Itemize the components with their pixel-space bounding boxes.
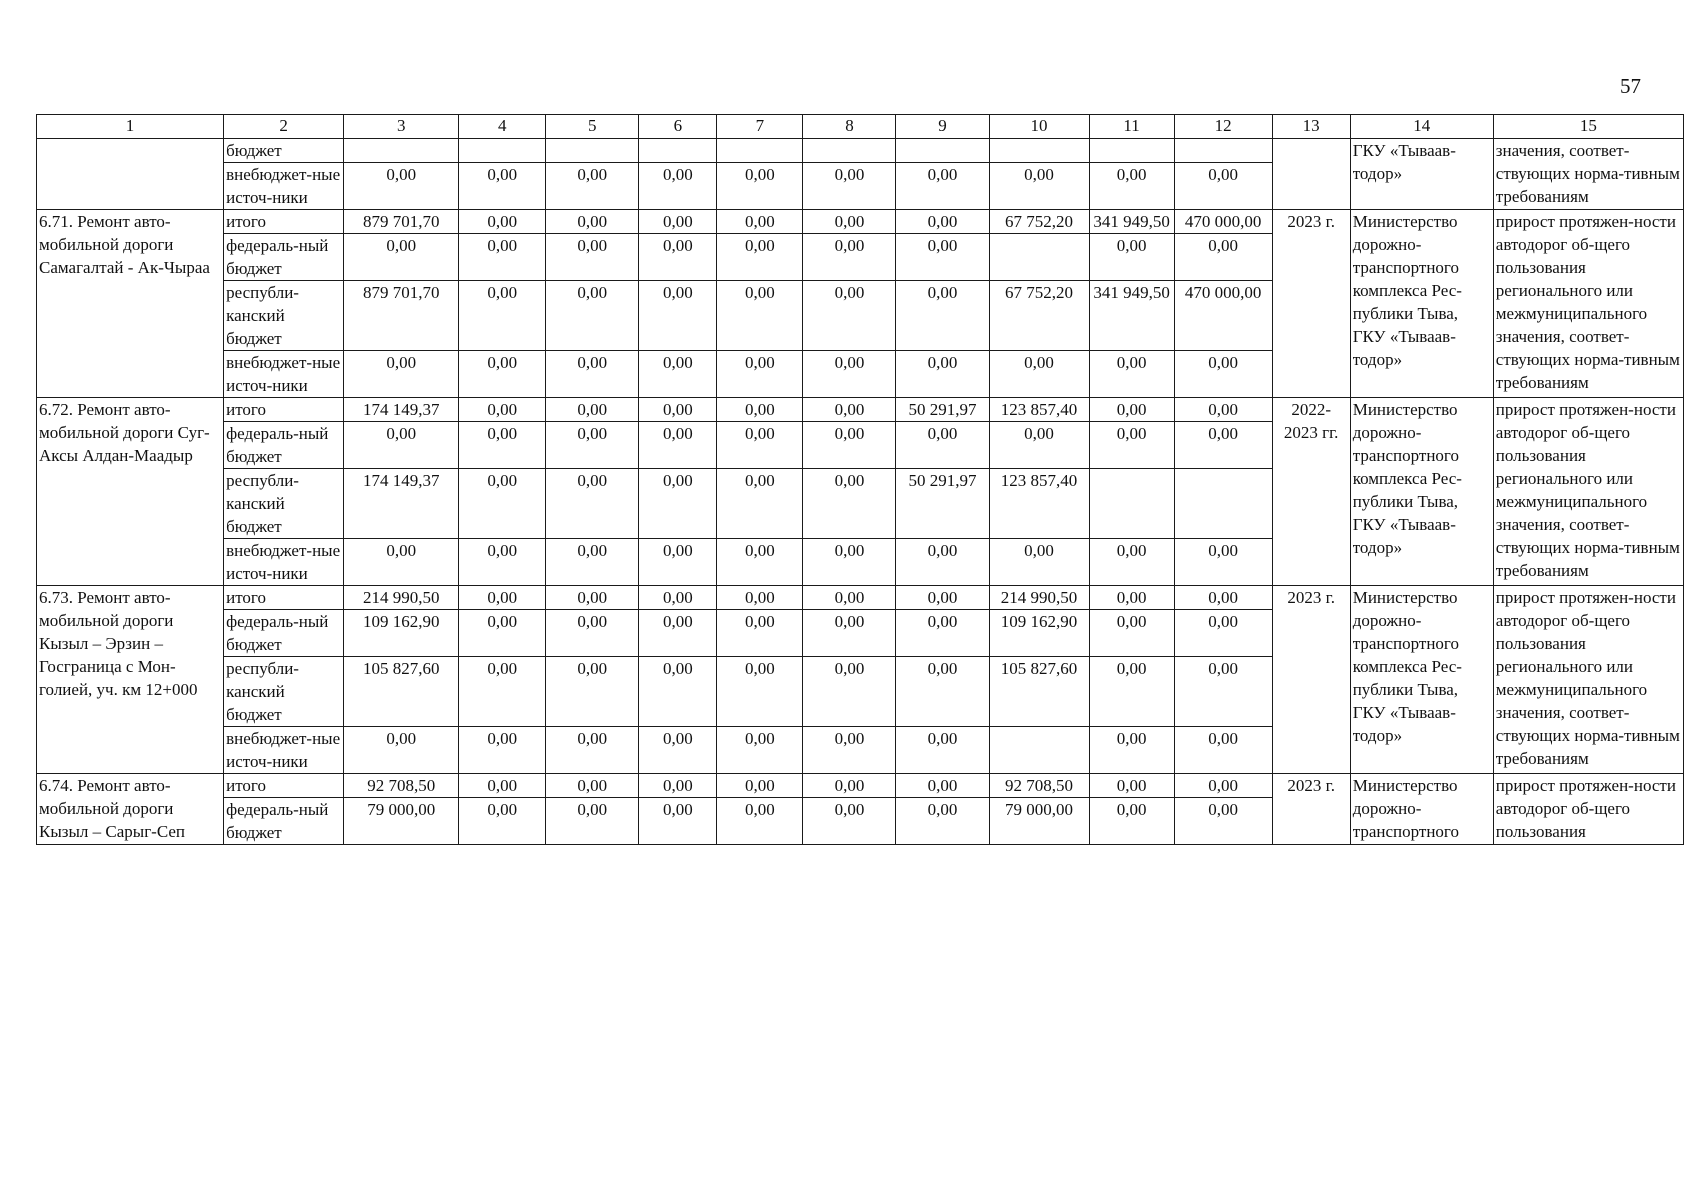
- amount-cell: 0,00: [803, 163, 896, 210]
- project-name: 6.74. Ремонт авто-мобильной дороги Кызыл – Сарыг-Сеп: [37, 774, 224, 845]
- amount-cell: 0,00: [546, 163, 639, 210]
- amount-cell: 0,00: [459, 234, 546, 281]
- amount-cell: 0,00: [1089, 798, 1174, 845]
- amount-cell: 0,00: [717, 798, 803, 845]
- amount-cell: 0,00: [639, 422, 717, 469]
- project-name: 6.72. Ремонт авто-мобильной дороги Суг-Аксы Алдан-Маадыр: [37, 398, 224, 586]
- responsible-org: Министерство дорожно-транспортного комплекса Рес-публики Тыва, ГКУ «Тываав-тодор»: [1350, 210, 1493, 398]
- amount-cell: [546, 139, 639, 163]
- responsible-org: Министерство дорожно-транспортного комплекса Рес-публики Тыва, ГКУ «Тываав-тодор»: [1350, 586, 1493, 774]
- amount-cell: 0,00: [717, 210, 803, 234]
- expected-result: прирост протяжен-ности автодорог об-щего пользования регионального или межмуниципального значения, соответ-ствующих норма-тивным требованиям: [1493, 398, 1683, 586]
- amount-cell: 0,00: [459, 539, 546, 586]
- amount-cell: 0,00: [459, 281, 546, 351]
- amount-cell: 0,00: [1089, 351, 1174, 398]
- amount-cell: 0,00: [344, 727, 459, 774]
- funding-source: республи-канский бюджет: [224, 469, 344, 539]
- project-name-cell: [37, 139, 224, 210]
- funding-source: федераль-ный бюджет: [224, 422, 344, 469]
- column-number: 6: [639, 115, 717, 139]
- amount-cell: 0,00: [896, 798, 989, 845]
- amount-cell: 0,00: [459, 163, 546, 210]
- amount-cell: 0,00: [803, 422, 896, 469]
- amount-cell: 0,00: [717, 469, 803, 539]
- amount-cell: [989, 727, 1089, 774]
- table-row: [37, 774, 1684, 798]
- amount-cell: 0,00: [1089, 539, 1174, 586]
- amount-cell: 50 291,97: [896, 398, 989, 422]
- amount-cell: 67 752,20: [989, 210, 1089, 234]
- amount-cell: 0,00: [459, 469, 546, 539]
- amount-cell: [1089, 469, 1174, 539]
- amount-cell: 0,00: [717, 351, 803, 398]
- amount-cell: 0,00: [1174, 657, 1272, 727]
- amount-cell: 341 949,50: [1089, 210, 1174, 234]
- table-row: [37, 210, 1684, 234]
- amount-cell: 0,00: [639, 469, 717, 539]
- amount-cell: 0,00: [1174, 727, 1272, 774]
- amount-cell: 879 701,70: [344, 281, 459, 351]
- amount-cell: 0,00: [803, 234, 896, 281]
- amount-cell: 0,00: [344, 351, 459, 398]
- amount-cell: 0,00: [896, 610, 989, 657]
- column-number: 1: [37, 115, 224, 139]
- column-number: 7: [717, 115, 803, 139]
- amount-cell: 109 162,90: [989, 610, 1089, 657]
- amount-cell: 0,00: [896, 657, 989, 727]
- amount-cell: 0,00: [344, 422, 459, 469]
- funding-source: федераль-ный бюджет: [224, 234, 344, 281]
- amount-cell: 0,00: [1174, 774, 1272, 798]
- amount-cell: 0,00: [803, 351, 896, 398]
- amount-cell: 0,00: [344, 539, 459, 586]
- amount-cell: 0,00: [1174, 398, 1272, 422]
- amount-cell: 0,00: [639, 281, 717, 351]
- amount-cell: 0,00: [459, 610, 546, 657]
- amount-cell: 0,00: [639, 610, 717, 657]
- amount-cell: [639, 139, 717, 163]
- amount-cell: [803, 139, 896, 163]
- amount-cell: 0,00: [717, 163, 803, 210]
- amount-cell: 0,00: [896, 422, 989, 469]
- amount-cell: 0,00: [1089, 586, 1174, 610]
- amount-cell: 0,00: [989, 539, 1089, 586]
- responsible-org: Министерство дорожно-транспортного: [1350, 774, 1493, 845]
- amount-cell: 92 708,50: [989, 774, 1089, 798]
- column-number: 15: [1493, 115, 1683, 139]
- amount-cell: 0,00: [639, 657, 717, 727]
- amount-cell: 0,00: [546, 281, 639, 351]
- column-number: 11: [1089, 115, 1174, 139]
- amount-cell: 0,00: [459, 351, 546, 398]
- funding-source: внебюджет-ные источ-ники: [224, 351, 344, 398]
- column-number: 9: [896, 115, 989, 139]
- amount-cell: 0,00: [803, 469, 896, 539]
- amount-cell: 0,00: [639, 539, 717, 586]
- amount-cell: 92 708,50: [344, 774, 459, 798]
- amount-cell: 0,00: [717, 422, 803, 469]
- amount-cell: 174 149,37: [344, 398, 459, 422]
- project-name: 6.73. Ремонт авто-мобильной дороги Кызыл – Эрзин – Госграница с Мон-голией, уч. км 12+000: [37, 586, 224, 774]
- expected-result: прирост протяжен-ности автодорог об-щего пользования: [1493, 774, 1683, 845]
- amount-cell: [717, 139, 803, 163]
- funding-source: республи-канский бюджет: [224, 281, 344, 351]
- amount-cell: 67 752,20: [989, 281, 1089, 351]
- amount-cell: 0,00: [717, 657, 803, 727]
- amount-cell: 0,00: [1089, 610, 1174, 657]
- amount-cell: 0,00: [344, 234, 459, 281]
- amount-cell: 0,00: [459, 398, 546, 422]
- funding-source: бюджет: [224, 139, 344, 163]
- amount-cell: [1174, 469, 1272, 539]
- amount-cell: 0,00: [1174, 163, 1272, 210]
- amount-cell: 0,00: [989, 163, 1089, 210]
- column-number: 10: [989, 115, 1089, 139]
- funding-source: внебюджет-ные источ-ники: [224, 163, 344, 210]
- amount-cell: 0,00: [1174, 610, 1272, 657]
- amount-cell: 0,00: [896, 539, 989, 586]
- funding-source: республи-канский бюджет: [224, 657, 344, 727]
- amount-cell: [1174, 139, 1272, 163]
- funding-source: итого: [224, 398, 344, 422]
- amount-cell: 0,00: [989, 422, 1089, 469]
- amount-cell: 0,00: [639, 234, 717, 281]
- amount-cell: 0,00: [717, 398, 803, 422]
- amount-cell: 0,00: [717, 586, 803, 610]
- amount-cell: 174 149,37: [344, 469, 459, 539]
- amount-cell: 0,00: [896, 586, 989, 610]
- amount-cell: 0,00: [1174, 422, 1272, 469]
- project-name: 6.71. Ремонт авто-мобильной дороги Самагалтай - Ак-Чыраа: [37, 210, 224, 398]
- amount-cell: 0,00: [896, 210, 989, 234]
- responsible-org: ГКУ «Тываав-тодор»: [1350, 139, 1493, 210]
- amount-cell: 470 000,00: [1174, 281, 1272, 351]
- amount-cell: 0,00: [546, 210, 639, 234]
- responsible-org: Министерство дорожно-транспортного комплекса Рес-публики Тыва, ГКУ «Тываав-тодор»: [1350, 398, 1493, 586]
- amount-cell: 0,00: [459, 210, 546, 234]
- table-row: [37, 398, 1684, 422]
- amount-cell: 0,00: [639, 798, 717, 845]
- budget-table: [36, 114, 1684, 845]
- amount-cell: 0,00: [1089, 727, 1174, 774]
- amount-cell: 0,00: [896, 351, 989, 398]
- amount-cell: 0,00: [803, 727, 896, 774]
- funding-source: итого: [224, 210, 344, 234]
- amount-cell: 0,00: [546, 774, 639, 798]
- amount-cell: 0,00: [639, 774, 717, 798]
- amount-cell: 0,00: [803, 798, 896, 845]
- amount-cell: [459, 139, 546, 163]
- amount-cell: [989, 139, 1089, 163]
- amount-cell: 0,00: [717, 774, 803, 798]
- column-number: 3: [344, 115, 459, 139]
- amount-cell: 0,00: [803, 210, 896, 234]
- amount-cell: [896, 139, 989, 163]
- amount-cell: 0,00: [546, 469, 639, 539]
- column-number: 13: [1272, 115, 1350, 139]
- amount-cell: 0,00: [803, 657, 896, 727]
- amount-cell: 0,00: [459, 657, 546, 727]
- amount-cell: 214 990,50: [989, 586, 1089, 610]
- amount-cell: 214 990,50: [344, 586, 459, 610]
- amount-cell: 0,00: [344, 163, 459, 210]
- amount-cell: 0,00: [546, 727, 639, 774]
- amount-cell: 79 000,00: [344, 798, 459, 845]
- column-number: 8: [803, 115, 896, 139]
- table-row: [37, 139, 1684, 163]
- amount-cell: 0,00: [717, 727, 803, 774]
- column-number-row: [37, 115, 1684, 139]
- amount-cell: 0,00: [459, 774, 546, 798]
- amount-cell: 109 162,90: [344, 610, 459, 657]
- amount-cell: 0,00: [896, 774, 989, 798]
- expected-result: значения, соответ-ствующих норма-тивным требованиям: [1493, 139, 1683, 210]
- amount-cell: 0,00: [717, 610, 803, 657]
- amount-cell: 0,00: [989, 351, 1089, 398]
- amount-cell: 0,00: [1174, 539, 1272, 586]
- amount-cell: 0,00: [717, 281, 803, 351]
- amount-cell: 0,00: [803, 281, 896, 351]
- expected-result: прирост протяжен-ности автодорог об-щего пользования регионального или межмуниципального значения, соответ-ствующих норма-тивным требованиям: [1493, 586, 1683, 774]
- term-cell: 2023 г.: [1272, 210, 1350, 398]
- amount-cell: 0,00: [546, 610, 639, 657]
- amount-cell: 0,00: [459, 586, 546, 610]
- term-cell: 2023 г.: [1272, 586, 1350, 774]
- amount-cell: 0,00: [1089, 774, 1174, 798]
- page-number: 57: [1620, 74, 1641, 98]
- amount-cell: 123 857,40: [989, 469, 1089, 539]
- amount-cell: 0,00: [1089, 657, 1174, 727]
- amount-cell: [989, 234, 1089, 281]
- table-row: [37, 586, 1684, 610]
- amount-cell: 0,00: [896, 163, 989, 210]
- term-cell: 2023 г.: [1272, 774, 1350, 845]
- amount-cell: 0,00: [803, 774, 896, 798]
- amount-cell: 0,00: [717, 234, 803, 281]
- amount-cell: 0,00: [1174, 586, 1272, 610]
- amount-cell: 0,00: [803, 610, 896, 657]
- amount-cell: 0,00: [639, 398, 717, 422]
- amount-cell: 0,00: [546, 398, 639, 422]
- funding-source: итого: [224, 586, 344, 610]
- amount-cell: 0,00: [1089, 234, 1174, 281]
- amount-cell: 105 827,60: [989, 657, 1089, 727]
- funding-source: внебюджет-ные источ-ники: [224, 539, 344, 586]
- amount-cell: 0,00: [1089, 398, 1174, 422]
- amount-cell: 0,00: [546, 234, 639, 281]
- amount-cell: 0,00: [1174, 798, 1272, 845]
- funding-source: итого: [224, 774, 344, 798]
- amount-cell: 0,00: [639, 586, 717, 610]
- amount-cell: 0,00: [803, 586, 896, 610]
- amount-cell: 0,00: [639, 210, 717, 234]
- amount-cell: 0,00: [546, 586, 639, 610]
- amount-cell: 0,00: [546, 351, 639, 398]
- amount-cell: 0,00: [896, 727, 989, 774]
- amount-cell: 470 000,00: [1174, 210, 1272, 234]
- amount-cell: 79 000,00: [989, 798, 1089, 845]
- term-cell: 2022-2023 гг.: [1272, 398, 1350, 586]
- amount-cell: 0,00: [459, 798, 546, 845]
- amount-cell: 0,00: [1174, 351, 1272, 398]
- column-number: 14: [1350, 115, 1493, 139]
- amount-cell: 879 701,70: [344, 210, 459, 234]
- expected-result: прирост протяжен-ности автодорог об-щего пользования регионального или межмуниципального значения, соответ-ствующих норма-тивным требованиям: [1493, 210, 1683, 398]
- column-number: 5: [546, 115, 639, 139]
- amount-cell: 0,00: [546, 657, 639, 727]
- amount-cell: 0,00: [1089, 422, 1174, 469]
- amount-cell: 0,00: [1174, 234, 1272, 281]
- amount-cell: 341 949,50: [1089, 281, 1174, 351]
- amount-cell: 0,00: [1089, 163, 1174, 210]
- amount-cell: 0,00: [803, 398, 896, 422]
- amount-cell: 0,00: [639, 163, 717, 210]
- amount-cell: 0,00: [896, 281, 989, 351]
- amount-cell: 0,00: [459, 422, 546, 469]
- amount-cell: 0,00: [546, 798, 639, 845]
- amount-cell: 50 291,97: [896, 469, 989, 539]
- funding-source: федераль-ный бюджет: [224, 610, 344, 657]
- amount-cell: 0,00: [546, 539, 639, 586]
- amount-cell: 0,00: [717, 539, 803, 586]
- amount-cell: 0,00: [459, 727, 546, 774]
- column-number: 4: [459, 115, 546, 139]
- amount-cell: 0,00: [896, 234, 989, 281]
- amount-cell: 0,00: [639, 351, 717, 398]
- amount-cell: [344, 139, 459, 163]
- column-number: 2: [224, 115, 344, 139]
- funding-source: федераль-ный бюджет: [224, 798, 344, 845]
- amount-cell: 0,00: [803, 539, 896, 586]
- term-cell: [1272, 139, 1350, 210]
- amount-cell: 105 827,60: [344, 657, 459, 727]
- amount-cell: 0,00: [546, 422, 639, 469]
- column-number: 12: [1174, 115, 1272, 139]
- amount-cell: [1089, 139, 1174, 163]
- amount-cell: 0,00: [639, 727, 717, 774]
- funding-source: внебюджет-ные источ-ники: [224, 727, 344, 774]
- amount-cell: 123 857,40: [989, 398, 1089, 422]
